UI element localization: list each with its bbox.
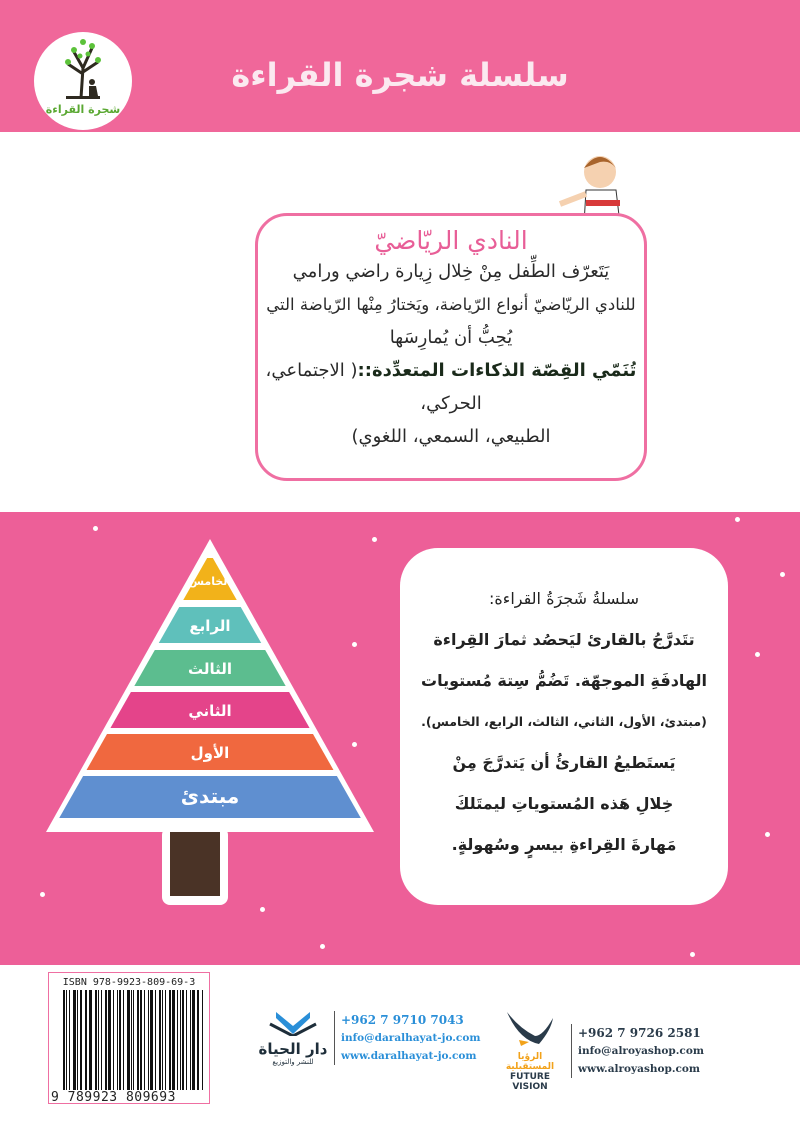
series-title: سلسلة شجرة القراءة (231, 56, 569, 94)
barcode-bar (190, 990, 191, 1090)
barcode-bar (150, 990, 153, 1090)
barcode-bar (113, 990, 114, 1090)
barcode-bar (108, 990, 111, 1090)
story-line: للنادي الريّاضيّ أنواع الرّياضة، ويَختارُ مِنْها الرّياضة التي (266, 295, 636, 314)
barcode-bar (66, 990, 67, 1090)
publisher-name: الرؤيا المستقبلية (505, 1052, 555, 1072)
barcode-bar (95, 990, 97, 1090)
isbn-barcode (48, 972, 210, 1104)
barcode-bar (148, 990, 149, 1090)
barcode-bars (63, 990, 203, 1090)
ean-number: 9 789923 809693 (51, 1090, 176, 1105)
barcode-bar (77, 990, 78, 1090)
barcode-bar (159, 990, 161, 1090)
open-book-icon (268, 1010, 318, 1036)
info-line: الهادفَةِ الموجهّة. تَضُمُّ سِتة مُستويات (421, 671, 707, 690)
barcode-bar (172, 990, 175, 1090)
barcode-bar (182, 990, 184, 1090)
barcode-bar (169, 990, 171, 1090)
barcode-bar (117, 990, 118, 1090)
barcode-bar (177, 990, 178, 1090)
barcode-bar (89, 990, 92, 1090)
email-link[interactable]: info@daralhayat-jo.com (341, 1032, 481, 1044)
barcode-bar (69, 990, 70, 1090)
website-link[interactable]: www.daralhayat-jo.com (341, 1050, 477, 1062)
daralhayat-logo (258, 1010, 328, 1066)
barcode-bar (98, 990, 99, 1090)
barcode-bar (197, 990, 199, 1090)
barcode-bar (85, 990, 86, 1090)
story-line: الطبيعي، السمعي، اللغوي) (351, 426, 551, 447)
barcode-bar (86, 990, 87, 1090)
barcode-bar (165, 990, 166, 1090)
info-line: سلسلةُ شَجرَةُ القراءة: (489, 589, 639, 608)
barcode-bar (73, 990, 76, 1090)
barcode-bar (105, 990, 107, 1090)
barcode-bar (180, 990, 181, 1090)
barcode-bar (133, 990, 134, 1090)
wing-icon (505, 1010, 555, 1048)
futurevision-logo (495, 1010, 565, 1092)
story-line: يُحِبُّ أن يُمارِسَها (389, 327, 513, 348)
barcode-bar (155, 990, 156, 1090)
publisher-daralhayat (258, 1010, 480, 1066)
pyramid-level-label: مبتدئ (180, 784, 240, 808)
publisher-name: دار الحياة (258, 1040, 328, 1058)
tree-trunk (170, 832, 220, 896)
series-description-box (400, 548, 728, 905)
barcode-bar (137, 990, 139, 1090)
barcode-bar (162, 990, 163, 1090)
pyramid-level-label: الرابع (189, 617, 231, 635)
barcode-bar (140, 990, 142, 1090)
publisher-futurevision (495, 1010, 704, 1092)
pyramid-level-label: الثاني (188, 702, 232, 720)
barcode-bar (63, 990, 65, 1090)
story-line: يَتَعرّف الطِّفل مِنْ خِلال زِيارة راضي ورامي (292, 261, 610, 282)
barcode-bar (192, 990, 195, 1090)
story-title: النادي الريّاضيّ (374, 226, 528, 255)
intelligences-list: ( الاجتماعي، الحركي، (265, 360, 482, 414)
intelligences-label: تُنَمّي القِصّة الذكاءات المتعدِّدة:: (357, 360, 637, 381)
barcode-bar (202, 990, 203, 1090)
logo-text: شجرة القراءة (45, 103, 121, 116)
email-link[interactable]: info@alroyashop.com (578, 1045, 704, 1057)
pyramid-level-label: الخامس (188, 575, 232, 588)
reading-levels-pyramid (0, 512, 400, 932)
barcode-bar (101, 990, 102, 1090)
barcode-bar (144, 990, 145, 1090)
series-logo (34, 32, 132, 130)
publisher-subtitle: للنشر والتوزيع (272, 1058, 314, 1066)
info-line: خِلالِ هَذه المُستوياتِ ليمتَلكَ (454, 794, 674, 813)
pyramid-level-label: الأول (190, 744, 230, 762)
info-line: (مبتدئ، الأول، الثاني، الثالث، الرابع، الخامس). (421, 714, 707, 729)
website-link[interactable]: www.alroyashop.com (578, 1063, 701, 1075)
pyramid-level-label: الثالث (187, 660, 233, 678)
barcode-bar (119, 990, 121, 1090)
phone: +962 7 9726 2581 (578, 1026, 701, 1040)
story-summary-box (255, 213, 647, 481)
info-line: يَستَطيعُ القارئُ أن يَتدرَّجَ مِنْ (452, 753, 676, 772)
barcode-bar (80, 990, 82, 1090)
info-line: مَهارةَ القِراءةِ بيسرٍ وسُهولةٍ. (451, 835, 677, 854)
publisher-name-en: FUTURE VISION (510, 1072, 550, 1092)
barcode-bar (186, 990, 187, 1090)
info-line: تتَدرَّجُ بالقارئ ليَحصُد ثمارَ القِراءة (433, 630, 695, 649)
header-band (0, 0, 800, 132)
tree-icon (56, 38, 110, 100)
barcode-bar (127, 990, 130, 1090)
barcode-bar (123, 990, 124, 1090)
barcode-bar (131, 990, 132, 1090)
phone: +962 7 9710 7043 (341, 1013, 464, 1027)
isbn-text: ISBN 978-9923-809-69-3 (62, 977, 196, 988)
